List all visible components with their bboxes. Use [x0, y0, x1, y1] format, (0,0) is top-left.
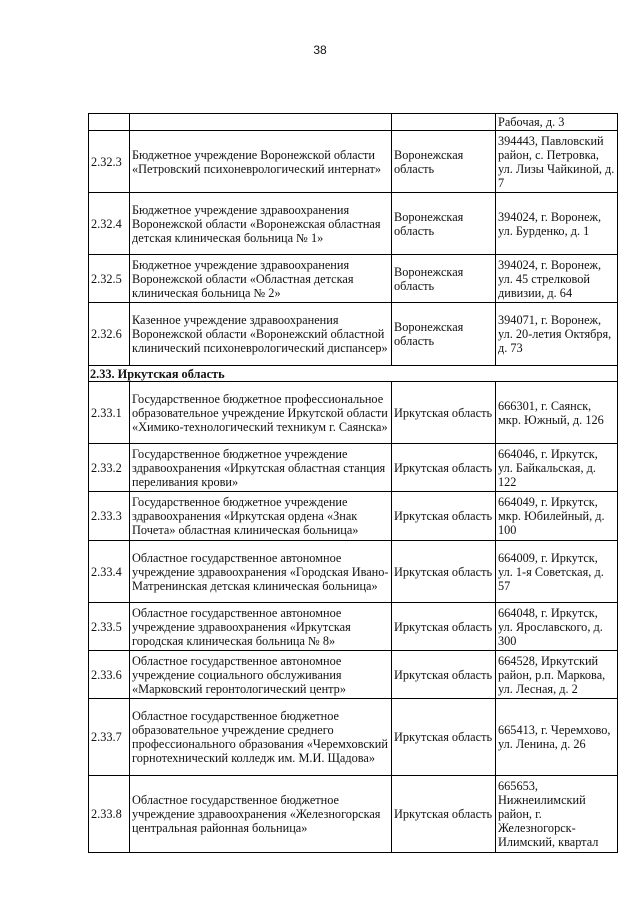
- region-cell: Иркутская область: [392, 776, 496, 853]
- region-cell: Иркутская область: [392, 603, 496, 651]
- number-cell: 2.33.3: [89, 492, 130, 541]
- address-cell: 666301, г. Саянск, мкр. Южный, д. 126: [496, 382, 618, 444]
- number-cell: 2.33.1: [89, 382, 130, 444]
- name-cell: Государственное бюджетное учреждение здравоохранения «Иркутская ордена «Знак Почета» областная клиническая больница»: [130, 492, 392, 541]
- table-row: [89, 382, 618, 444]
- address-cell: 394443, Павловский район, с. Петровка, ул. Лизы Чайкиной, д. 7: [496, 131, 618, 193]
- number-cell: 2.33.7: [89, 699, 130, 776]
- table-row: [89, 114, 618, 131]
- region-cell: Воронежская область: [392, 255, 496, 303]
- section-title: 2.33. Иркутская область: [89, 366, 618, 382]
- address-cell: 394071, г. Воронеж, ул. 20-летия Октября, д. 73: [496, 303, 618, 366]
- region-cell: [392, 114, 496, 131]
- name-cell: Государственное бюджетное учреждение здравоохранения «Иркутская областная станция переливания крови»: [130, 444, 392, 492]
- address-cell: 394024, г. Воронеж, ул. 45 стрелковой дивизии, д. 64: [496, 255, 618, 303]
- name-cell: Областное государственное бюджетное учреждение здравоохранения «Железногорская центральная районная больница»: [130, 776, 392, 853]
- table-row: [89, 444, 618, 492]
- address-cell: 665413, г. Черемхово, ул. Ленина, д. 26: [496, 699, 618, 776]
- table-row: [89, 303, 618, 366]
- name-cell: [130, 114, 392, 131]
- number-cell: 2.33.4: [89, 541, 130, 603]
- address-cell: 664528, Иркутский район, р.п. Маркова, ул. Лесная, д. 2: [496, 651, 618, 699]
- address-cell: Рабочая, д. 3: [496, 114, 618, 131]
- number-cell: 2.32.6: [89, 303, 130, 366]
- section-row: [89, 366, 618, 382]
- table-row: [89, 699, 618, 776]
- name-cell: Областное государственное автономное учреждение здравоохранения «Иркутская городская клиническая больница № 8»: [130, 603, 392, 651]
- number-cell: 2.33.2: [89, 444, 130, 492]
- region-cell: Иркутская область: [392, 382, 496, 444]
- number-cell: 2.33.8: [89, 776, 130, 853]
- region-cell: Иркутская область: [392, 492, 496, 541]
- number-cell: 2.32.5: [89, 255, 130, 303]
- region-cell: Воронежская область: [392, 131, 496, 193]
- table-row: [89, 603, 618, 651]
- region-cell: Иркутская область: [392, 541, 496, 603]
- number-cell: 2.33.5: [89, 603, 130, 651]
- number-cell: 2.32.3: [89, 131, 130, 193]
- name-cell: Бюджетное учреждение здравоохранения Воронежской области «Воронежская областная детская клиническая больница № 1»: [130, 193, 392, 255]
- institutions-table: [88, 113, 618, 853]
- name-cell: Областное государственное автономное учреждение здравоохранения «Городская Ивано-Матренинская детская клиническая больница»: [130, 541, 392, 603]
- table-row: [89, 776, 618, 853]
- address-cell: 394024, г. Воронеж, ул. Бурденко, д. 1: [496, 193, 618, 255]
- number-cell: 2.33.6: [89, 651, 130, 699]
- name-cell: Бюджетное учреждение здравоохранения Воронежской области «Областная детская клиническая больница № 2»: [130, 255, 392, 303]
- table-row: [89, 131, 618, 193]
- name-cell: Бюджетное учреждение Воронежской области «Петровский психоневрологический интернат»: [130, 131, 392, 193]
- address-cell: 664046, г. Иркутск, ул. Байкальская, д. 122: [496, 444, 618, 492]
- name-cell: Казенное учреждение здравоохранения Воронежской области «Воронежский областной клинический психоневрологический диспансер»: [130, 303, 392, 366]
- table-row: [89, 193, 618, 255]
- region-cell: Иркутская область: [392, 699, 496, 776]
- table-row: [89, 492, 618, 541]
- region-cell: Иркутская область: [392, 444, 496, 492]
- table-row: [89, 255, 618, 303]
- name-cell: Областное государственное автономное учреждение социального обслуживания «Марковский геронтологический центр»: [130, 651, 392, 699]
- table-row: [89, 541, 618, 603]
- page-number: 38: [313, 43, 327, 57]
- number-cell: 2.32.4: [89, 193, 130, 255]
- address-cell: 665653, Нижнеилимский район, г. Железногорск-Илимский, квартал: [496, 776, 618, 853]
- address-cell: 664009, г. Иркутск, ул. 1-я Советская, д. 57: [496, 541, 618, 603]
- address-cell: 664048, г. Иркутск, ул. Ярославского, д. 300: [496, 603, 618, 651]
- region-cell: Воронежская область: [392, 193, 496, 255]
- number-cell: [89, 114, 130, 131]
- region-cell: Воронежская область: [392, 303, 496, 366]
- name-cell: Государственное бюджетное профессиональное образовательное учреждение Иркутской области «Химико-технологический техникум г. Саянска»: [130, 382, 392, 444]
- address-cell: 664049, г. Иркутск, мкр. Юбилейный, д. 100: [496, 492, 618, 541]
- region-cell: Иркутская область: [392, 651, 496, 699]
- name-cell: Областное государственное бюджетное образовательное учреждение среднего профессионального образования «Черемховский горнотехнический колледж им. М.И. Щадова»: [130, 699, 392, 776]
- table-row: [89, 651, 618, 699]
